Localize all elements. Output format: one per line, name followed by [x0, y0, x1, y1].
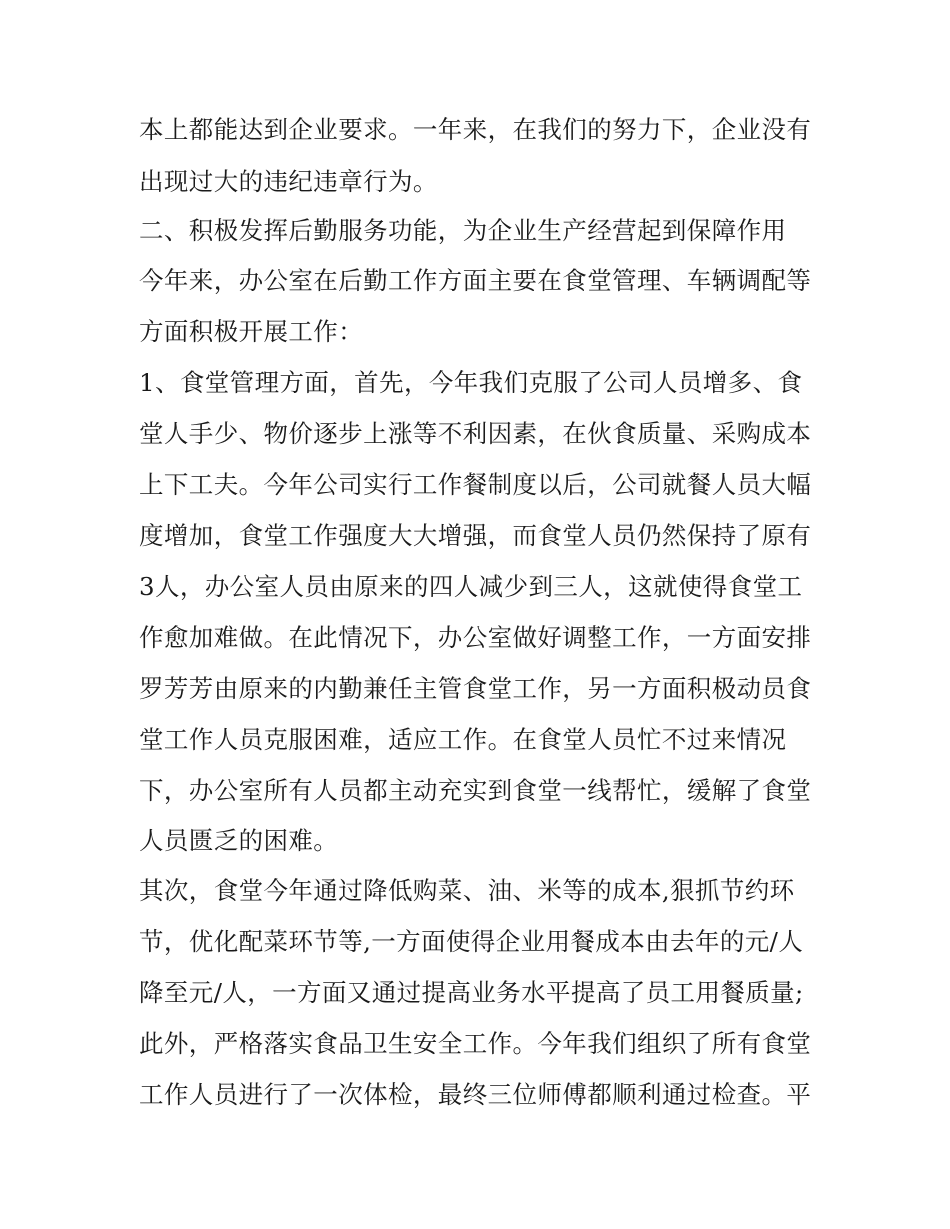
text-line: 本上都能达到企业要求。一年来，在我们的努力下，企业没有: [139, 115, 812, 144]
text-line: 1、食堂管理方面，首先，今年我们克服了公司人员增多、食: [139, 368, 803, 397]
text-line: 此外，严格落实食品卫生安全工作。今年我们组织了所有食堂: [139, 1029, 812, 1058]
text-line: 工作人员进行了一次体检，最终三位师傅都顺利通过检查。平: [139, 1080, 812, 1109]
text-line: 节，优化配菜环节等,一方面使得企业用餐成本由去年的元/人: [139, 927, 804, 956]
text-line: 3人，办公室人员由原来的四人减少到三人，这就使得食堂工: [139, 572, 803, 601]
text-line: 上下工夫。今年公司实行工作餐制度以后，公司就餐人员大幅: [139, 470, 812, 499]
text-line: 堂人手少、物价逐步上涨等不利因素，在伙食质量、采购成本: [139, 419, 812, 448]
text-line: 下，办公室所有人员都主动充实到食堂一线帮忙，缓解了食堂: [139, 776, 812, 805]
text-line: 堂工作人员克服困难，适应工作。在食堂人员忙不过来情况: [139, 725, 787, 754]
text-line: 人员匮乏的困难。: [139, 826, 339, 855]
text-line: 罗芳芳由原来的内勤兼任主管食堂工作，另一方面积极动员食: [139, 674, 812, 703]
text-line: 作愈加难做。在此情况下，办公室做好调整工作，一方面安排: [139, 623, 812, 652]
text-line: 今年来，办公室在后勤工作方面主要在食堂管理、车辆调配等: [139, 266, 812, 295]
text-line: 出现过大的违纪违章行为。: [139, 167, 438, 196]
text-line: 其次，食堂今年通过降低购菜、油、米等的成本,狠抓节约环: [139, 876, 795, 905]
text-line: 降至元/人，一方面又通过提高业务水平提高了员工用餐质量;: [139, 978, 804, 1007]
section-heading: 二、积极发挥后勤服务功能，为企业生产经营起到保障作用: [139, 216, 787, 245]
text-line: 度增加，食堂工作强度大大增强，而食堂人员仍然保持了原有: [139, 521, 812, 550]
text-line: 方面积极开展工作：: [139, 317, 364, 346]
